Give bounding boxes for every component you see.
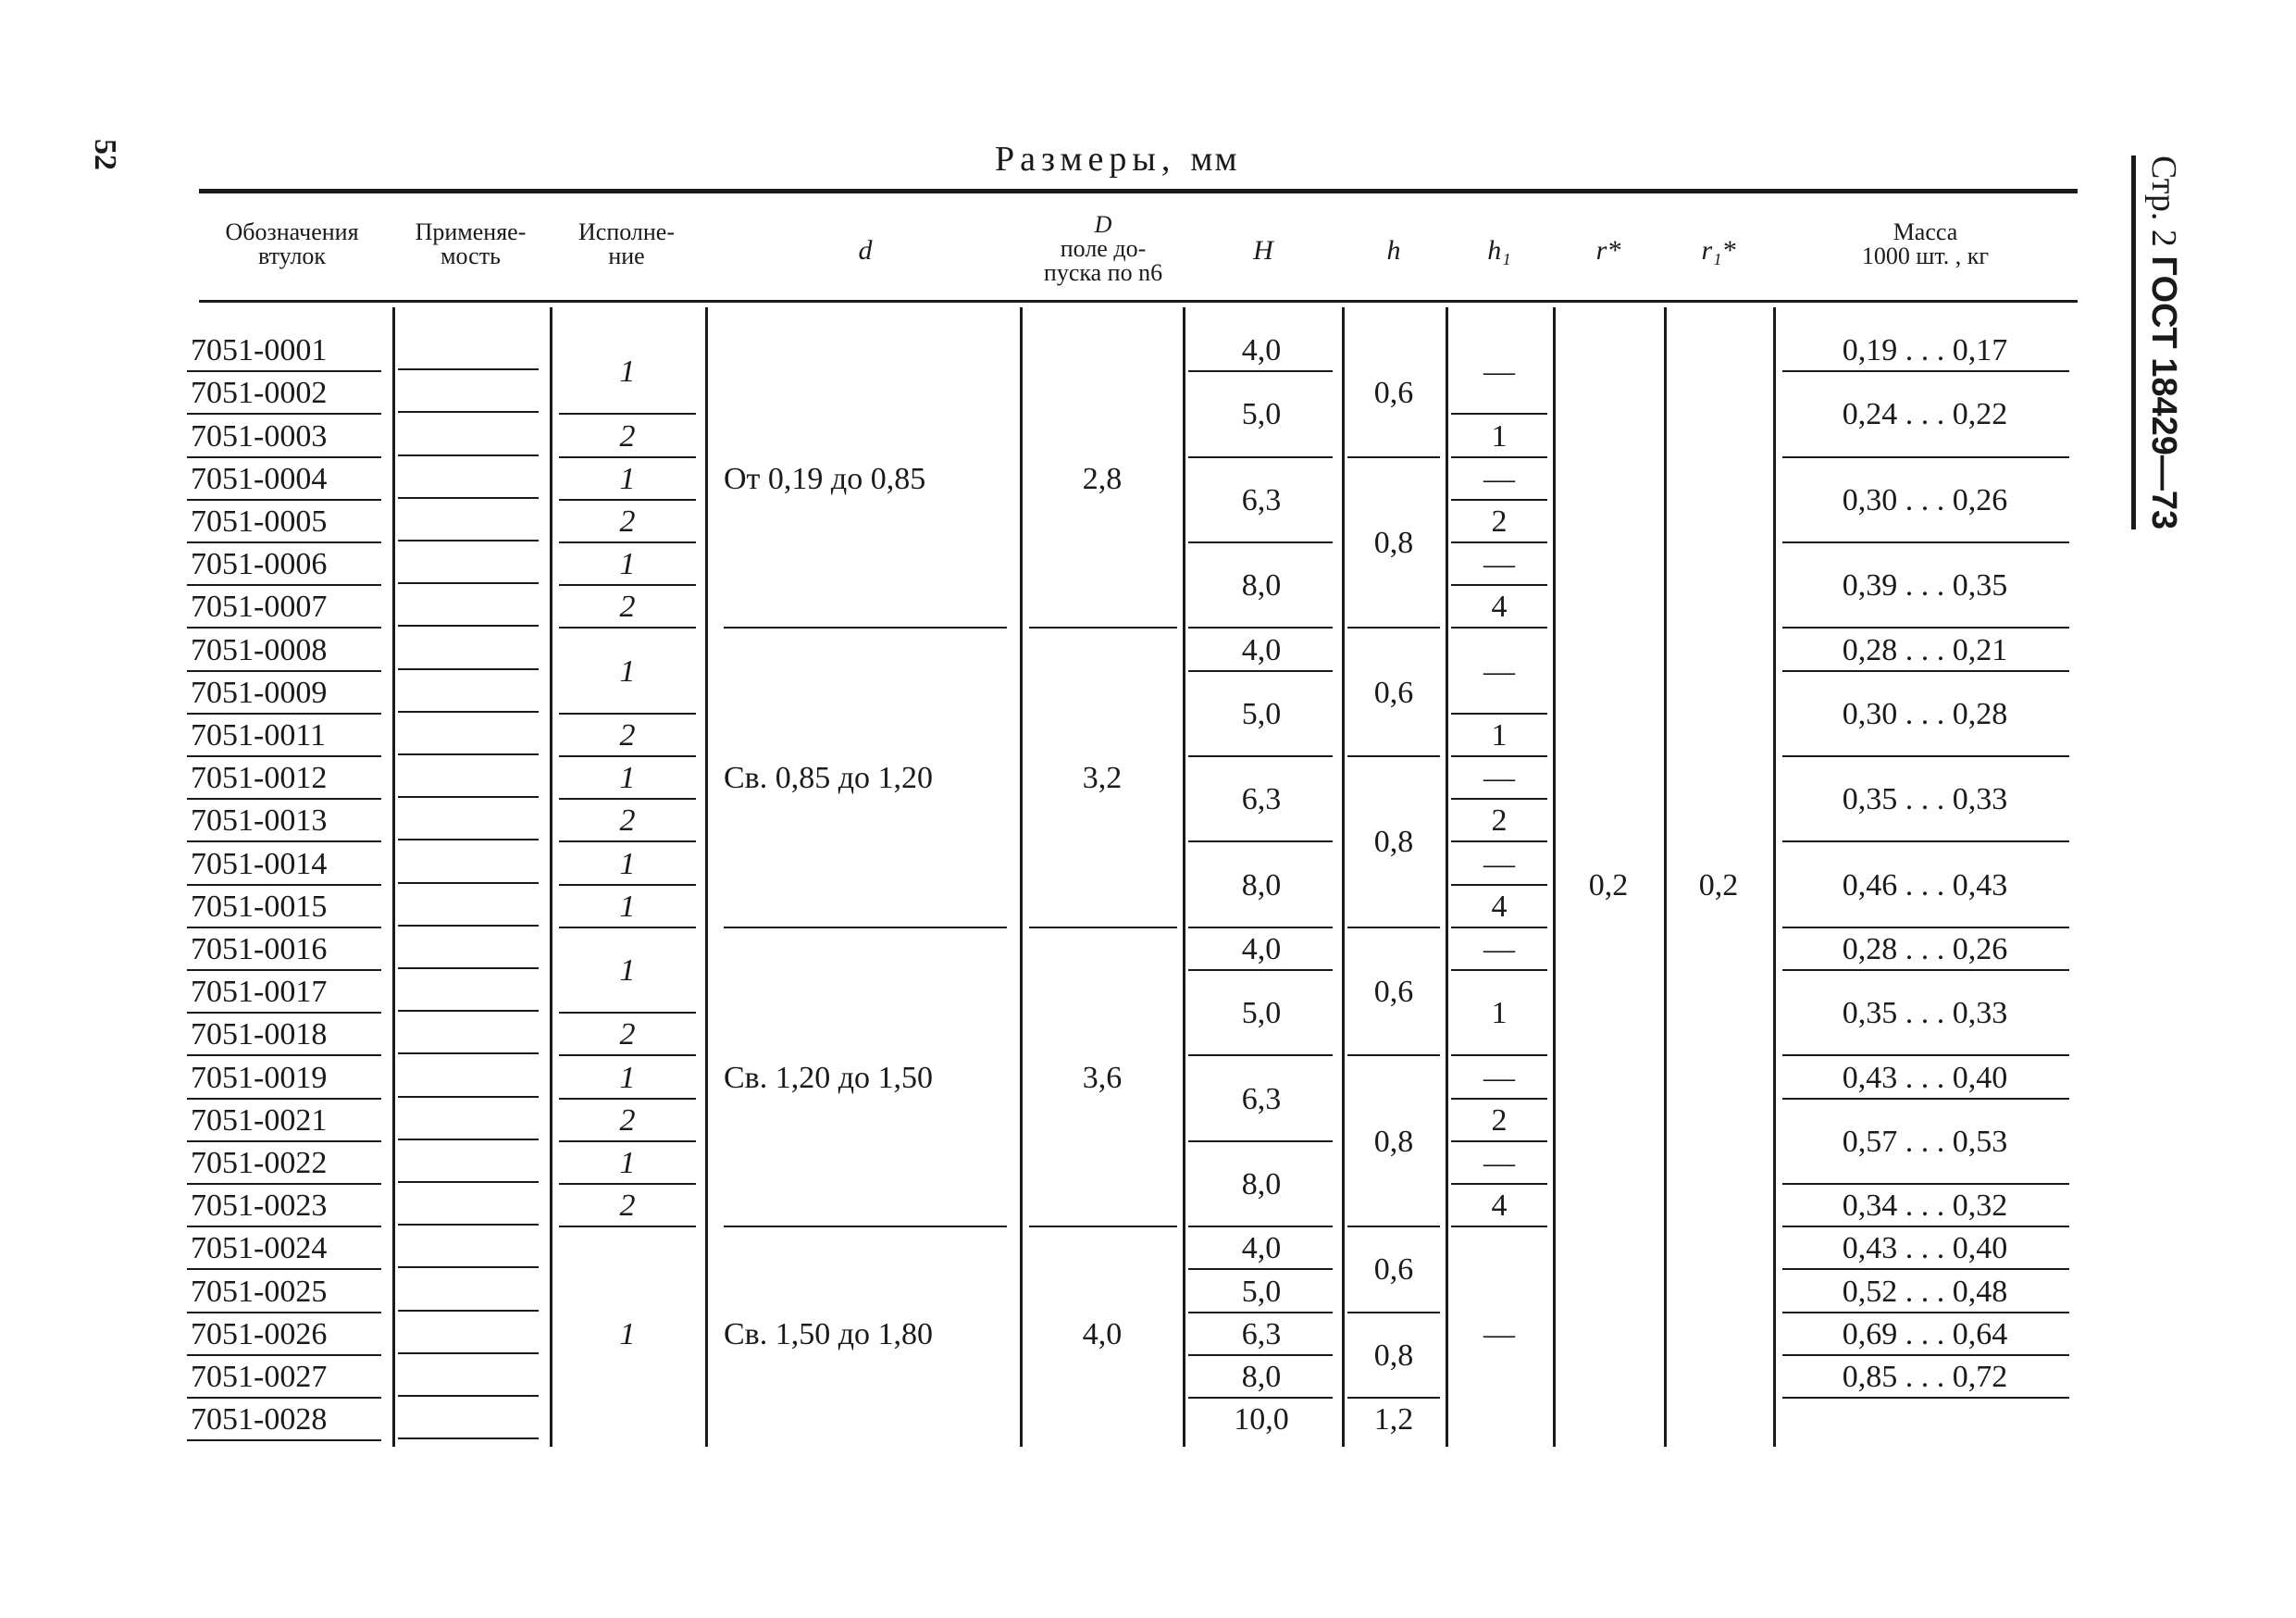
row-rule (187, 1054, 381, 1056)
h1-value-rule (1451, 1098, 1547, 1100)
execution-value: 1 (619, 761, 636, 796)
h1-value: 1 (1491, 418, 1508, 454)
H-value: 5,0 (1241, 397, 1282, 432)
execution-value: 1 (619, 953, 636, 988)
H-value: 5,0 (1241, 696, 1282, 731)
row-code: 7051-0004 (191, 461, 328, 496)
side-label-number: 18429—73 (2144, 357, 2183, 530)
execution-rule (559, 499, 696, 501)
h-value: 0,6 (1373, 975, 1414, 1010)
H-value-rule (1188, 840, 1333, 842)
h-value-rule (1347, 1397, 1440, 1399)
execution-rule (559, 413, 696, 415)
mass-value-rule (1782, 627, 2069, 629)
h1-value-rule (1451, 713, 1547, 715)
H-value-rule (1188, 456, 1333, 458)
h1-value: 2 (1491, 1102, 1508, 1138)
row-code: 7051-0005 (191, 504, 328, 539)
row-code: 7051-0006 (191, 547, 328, 582)
applicability-rule (398, 882, 539, 884)
mass-value-rule (1782, 370, 2069, 372)
h1-value-rule (1451, 969, 1547, 971)
row-code: 7051-0002 (191, 376, 328, 411)
mass-value-rule (1782, 1054, 2069, 1056)
h-value-rule (1347, 1054, 1440, 1056)
H-value-rule (1188, 927, 1333, 928)
table-title-unit: мм (1190, 140, 1239, 179)
h1-value: — (1483, 846, 1515, 881)
execution-value: 2 (619, 418, 636, 454)
H-value: 4,0 (1241, 931, 1282, 966)
H-value: 8,0 (1241, 867, 1282, 902)
d-group-rule (724, 627, 1007, 629)
H-value: 8,0 (1241, 1359, 1282, 1394)
h1-value: 4 (1491, 590, 1508, 625)
mass-value-rule (1782, 840, 2069, 842)
H-value-rule (1188, 1054, 1333, 1056)
row-code: 7051-0022 (191, 1145, 328, 1180)
H-value-rule (1188, 1354, 1333, 1356)
applicability-rule (398, 1010, 539, 1012)
mass-value: 0,28 . . . 0,26 (1842, 931, 2008, 966)
row-code: 7051-0021 (191, 1102, 328, 1138)
header-execution: Исполне- ние (578, 218, 675, 269)
H-value: 4,0 (1241, 632, 1282, 667)
h1-value-rule (1451, 927, 1547, 928)
h-value: 0,6 (1373, 376, 1414, 411)
row-code: 7051-0016 (191, 931, 328, 966)
h1-value-rule (1451, 413, 1547, 415)
H-value: 6,3 (1241, 482, 1282, 517)
mass-value-rule (1782, 1312, 2069, 1313)
d-range: Св. 1,50 до 1,80 (724, 1316, 934, 1351)
h1-value-rule (1451, 755, 1547, 757)
row-code: 7051-0011 (191, 717, 327, 753)
execution-rule (559, 456, 696, 458)
row-rule (187, 755, 381, 757)
execution-rule (559, 584, 696, 586)
applicability-rule (398, 1224, 539, 1226)
H-value: 4,0 (1241, 1231, 1282, 1266)
row-code: 7051-0019 (191, 1060, 328, 1095)
applicability-rule (398, 1352, 539, 1354)
row-code: 7051-0003 (191, 418, 328, 454)
h1-value-rule (1451, 1054, 1547, 1056)
execution-value: 2 (619, 1017, 636, 1052)
row-rule (187, 1140, 381, 1142)
h1-value: — (1483, 653, 1515, 689)
mass-value: 0,30 . . . 0,28 (1842, 696, 2008, 731)
H-value-rule (1188, 370, 1333, 372)
h1-value: 4 (1491, 1189, 1508, 1224)
mass-value: 0,35 . . . 0,33 (1842, 782, 2008, 817)
H-value: 4,0 (1241, 333, 1282, 368)
mass-value-rule (1782, 1268, 2069, 1270)
applicability-rule (398, 582, 539, 584)
applicability-rule (398, 368, 539, 370)
H-value-rule (1188, 755, 1333, 757)
row-code: 7051-0018 (191, 1017, 328, 1052)
mass-value: 0,52 . . . 0,48 (1842, 1274, 2008, 1309)
applicability-rule (398, 796, 539, 798)
mass-value-rule (1782, 1397, 2069, 1399)
execution-value: 1 (619, 1145, 636, 1180)
h1-value-rule (1451, 541, 1547, 543)
execution-rule (559, 884, 696, 886)
h1-value: 1 (1491, 996, 1508, 1031)
execution-value: 1 (619, 1316, 636, 1351)
H-value: 5,0 (1241, 996, 1282, 1031)
h-value: 0,6 (1373, 1252, 1414, 1288)
h1-value-rule (1451, 798, 1547, 800)
applicability-rule (398, 540, 539, 541)
execution-value: 2 (619, 1189, 636, 1224)
H-value: 8,0 (1241, 1167, 1282, 1201)
row-code: 7051-0024 (191, 1231, 328, 1266)
execution-rule (559, 627, 696, 629)
mass-value: 0,43 . . . 0,40 (1842, 1231, 2008, 1266)
H-value: 8,0 (1241, 568, 1282, 604)
header-designation: Обозначения втулок (225, 218, 359, 269)
row-rule (187, 456, 381, 458)
H-value-rule (1188, 627, 1333, 629)
row-rule (187, 1354, 381, 1356)
H-value-rule (1188, 670, 1333, 672)
mass-value: 0,43 . . . 0,40 (1842, 1060, 2008, 1095)
D-value: 4,0 (1082, 1316, 1123, 1351)
H-value: 6,3 (1241, 782, 1282, 817)
header-D: D поле до- пуска по n6 (1043, 211, 1163, 286)
header-h: h (1386, 235, 1401, 266)
applicability-rule (398, 411, 539, 413)
row-code: 7051-0014 (191, 846, 328, 881)
row-code: 7051-0012 (191, 761, 328, 796)
h1-value: 2 (1491, 504, 1508, 539)
execution-rule (559, 1054, 696, 1056)
h1-value-rule (1451, 1183, 1547, 1185)
D-value: 2,8 (1082, 461, 1123, 496)
H-value: 6,3 (1241, 1081, 1282, 1116)
applicability-rule (398, 454, 539, 456)
side-label-page: Стр. 2 (2144, 156, 2183, 247)
h-value: 0,8 (1373, 825, 1414, 860)
h1-value: 1 (1491, 717, 1508, 753)
h-value-rule (1347, 627, 1440, 629)
D-group-rule (1029, 1226, 1177, 1227)
H-value-rule (1188, 541, 1333, 543)
h1-value: — (1483, 1060, 1515, 1095)
h1-value-rule (1451, 884, 1547, 886)
d-range: Св. 1,20 до 1,50 (724, 1060, 934, 1095)
mass-value-rule (1782, 1098, 2069, 1100)
H-value: 10,0 (1234, 1402, 1289, 1438)
header-applicability: Применяе- мость (415, 218, 527, 269)
mass-value-rule (1782, 1183, 2069, 1185)
execution-value: 1 (619, 461, 636, 496)
execution-rule (559, 1140, 696, 1142)
applicability-rule (398, 1438, 539, 1439)
column-divider (392, 307, 395, 1447)
row-rule (187, 884, 381, 886)
applicability-rule (398, 497, 539, 499)
row-code: 7051-0001 (191, 333, 328, 368)
execution-value: 2 (619, 1102, 636, 1138)
mass-value: 0,85 . . . 0,72 (1842, 1359, 2008, 1394)
D-group-rule (1029, 627, 1177, 629)
h1-value-rule (1451, 627, 1547, 629)
d-group-rule (724, 1226, 1007, 1227)
row-rule (187, 713, 381, 715)
h1-value: — (1483, 1316, 1515, 1351)
D-value: 3,6 (1082, 1060, 1123, 1095)
d-range: Св. 0,85 до 1,20 (724, 761, 934, 796)
applicability-rule (398, 668, 539, 670)
H-value-rule (1188, 1397, 1333, 1399)
header-d: d (858, 235, 873, 266)
h-value-rule (1347, 1312, 1440, 1313)
execution-rule (559, 927, 696, 928)
h-value: 0,8 (1373, 1338, 1414, 1373)
row-code: 7051-0008 (191, 632, 328, 667)
applicability-rule (398, 711, 539, 713)
page-number: 52 (88, 139, 122, 170)
d-range: От 0,19 до 0,85 (724, 461, 926, 496)
h-value-rule (1347, 456, 1440, 458)
row-code: 7051-0015 (191, 889, 328, 924)
row-rule (187, 1012, 381, 1014)
execution-value: 2 (619, 803, 636, 839)
applicability-rule (398, 925, 539, 927)
table-title-text: Размеры, (995, 140, 1176, 179)
execution-rule (559, 755, 696, 757)
h1-value: — (1483, 355, 1515, 390)
h-value: 0,6 (1373, 675, 1414, 710)
mass-value-rule (1782, 670, 2069, 672)
execution-rule (559, 840, 696, 842)
execution-value: 1 (619, 653, 636, 689)
h1-value: — (1483, 1145, 1515, 1180)
execution-value: 2 (619, 717, 636, 753)
row-code: 7051-0013 (191, 803, 328, 839)
r-value: 0,2 (1588, 867, 1629, 902)
D-value: 3,2 (1082, 761, 1123, 796)
column-divider (705, 307, 708, 1447)
execution-value: 1 (619, 355, 636, 390)
applicability-rule (398, 1096, 539, 1098)
applicability-rule (398, 1139, 539, 1140)
execution-rule (559, 713, 696, 715)
execution-rule (559, 1183, 696, 1185)
h-value-rule (1347, 927, 1440, 928)
h-value-rule (1347, 1226, 1440, 1227)
row-rule (187, 1439, 381, 1441)
row-rule (187, 927, 381, 928)
row-rule (187, 969, 381, 971)
H-value: 5,0 (1241, 1274, 1282, 1309)
H-value-rule (1188, 1140, 1333, 1142)
H-value: 6,3 (1241, 1316, 1282, 1351)
execution-rule (559, 1098, 696, 1100)
execution-value: 2 (619, 504, 636, 539)
mass-value-rule (1782, 1226, 2069, 1227)
row-code: 7051-0027 (191, 1359, 328, 1394)
mass-value: 0,28 . . . 0,21 (1842, 632, 2008, 667)
execution-value: 1 (619, 846, 636, 881)
h-value: 0,8 (1373, 1124, 1414, 1159)
execution-rule (559, 1226, 696, 1227)
row-code: 7051-0023 (191, 1189, 328, 1224)
header-mass: Масса 1000 шт. , кг (1861, 218, 1990, 269)
execution-rule (559, 541, 696, 543)
mass-value-rule (1782, 927, 2069, 928)
applicability-rule (398, 839, 539, 840)
header-r: r* (1595, 235, 1621, 266)
row-rule (187, 840, 381, 842)
header-h1: h₁ (1487, 235, 1511, 266)
row-rule (187, 541, 381, 543)
h-value-rule (1347, 755, 1440, 757)
row-code: 7051-0007 (191, 590, 328, 625)
h1-value-rule (1451, 840, 1547, 842)
H-value-rule (1188, 969, 1333, 971)
mass-value: 0,57 . . . 0,53 (1842, 1124, 2008, 1159)
mass-value: 0,24 . . . 0,22 (1842, 397, 2008, 432)
execution-value: 1 (619, 1060, 636, 1095)
h1-value-rule (1451, 584, 1547, 586)
row-rule (187, 1312, 381, 1313)
mass-value: 0,19 . . . 0,17 (1842, 333, 2008, 368)
r1-value: 0,2 (1698, 867, 1739, 902)
applicability-rule (398, 753, 539, 755)
applicability-rule (398, 967, 539, 969)
mass-value-rule (1782, 541, 2069, 543)
applicability-rule (398, 625, 539, 627)
column-divider (1020, 307, 1023, 1447)
h1-value-rule (1451, 1140, 1547, 1142)
header-r1: r₁* (1701, 235, 1736, 266)
mass-value-rule (1782, 456, 2069, 458)
h1-value-rule (1451, 456, 1547, 458)
d-group-rule (724, 927, 1007, 928)
applicability-rule (398, 1181, 539, 1183)
h1-value: — (1483, 461, 1515, 496)
h1-value: — (1483, 931, 1515, 966)
applicability-rule (398, 1266, 539, 1268)
mass-value: 0,39 . . . 0,35 (1842, 568, 2008, 604)
row-rule (187, 1226, 381, 1227)
row-code: 7051-0017 (191, 975, 328, 1010)
side-label-gost: ГОСТ (2144, 255, 2183, 349)
row-rule (187, 584, 381, 586)
row-rule (187, 627, 381, 629)
mass-value: 0,35 . . . 0,33 (1842, 996, 2008, 1031)
h1-value-rule (1451, 1226, 1547, 1227)
mass-value: 0,30 . . . 0,26 (1842, 482, 2008, 517)
h1-value-rule (1451, 499, 1547, 501)
mass-value-rule (1782, 969, 2069, 971)
row-rule (187, 1183, 381, 1185)
H-value-rule (1188, 1268, 1333, 1270)
execution-rule (559, 1012, 696, 1014)
applicability-rule (398, 1052, 539, 1054)
h1-value: 2 (1491, 803, 1508, 839)
h-value: 0,8 (1373, 526, 1414, 560)
mass-value-rule (1782, 755, 2069, 757)
execution-rule (559, 798, 696, 800)
row-rule (187, 1268, 381, 1270)
mass-value: 0,69 . . . 0,64 (1842, 1316, 2008, 1351)
row-code: 7051-0028 (191, 1402, 328, 1438)
applicability-rule (398, 1395, 539, 1397)
execution-value: 2 (619, 590, 636, 625)
execution-value: 1 (619, 889, 636, 924)
execution-value: 1 (619, 547, 636, 582)
row-code: 7051-0025 (191, 1274, 328, 1309)
row-code: 7051-0026 (191, 1316, 328, 1351)
row-rule (187, 370, 381, 372)
row-rule (187, 798, 381, 800)
applicability-rule (398, 1310, 539, 1312)
row-rule (187, 1397, 381, 1399)
column-divider (550, 307, 552, 1447)
row-rule (187, 413, 381, 415)
H-value-rule (1188, 1226, 1333, 1227)
mass-value: 0,46 . . . 0,43 (1842, 867, 2008, 902)
row-rule (187, 499, 381, 501)
h1-value: 4 (1491, 889, 1508, 924)
h-value: 1,2 (1373, 1402, 1414, 1438)
h1-value: — (1483, 761, 1515, 796)
row-rule (187, 1098, 381, 1100)
mass-value: 0,34 . . . 0,32 (1842, 1189, 2008, 1224)
row-code: 7051-0009 (191, 675, 328, 710)
D-group-rule (1029, 927, 1177, 928)
H-value-rule (1188, 1312, 1333, 1313)
header-H: H (1253, 235, 1273, 266)
mass-value-rule (1782, 1354, 2069, 1356)
row-rule (187, 670, 381, 672)
h1-value: — (1483, 547, 1515, 582)
